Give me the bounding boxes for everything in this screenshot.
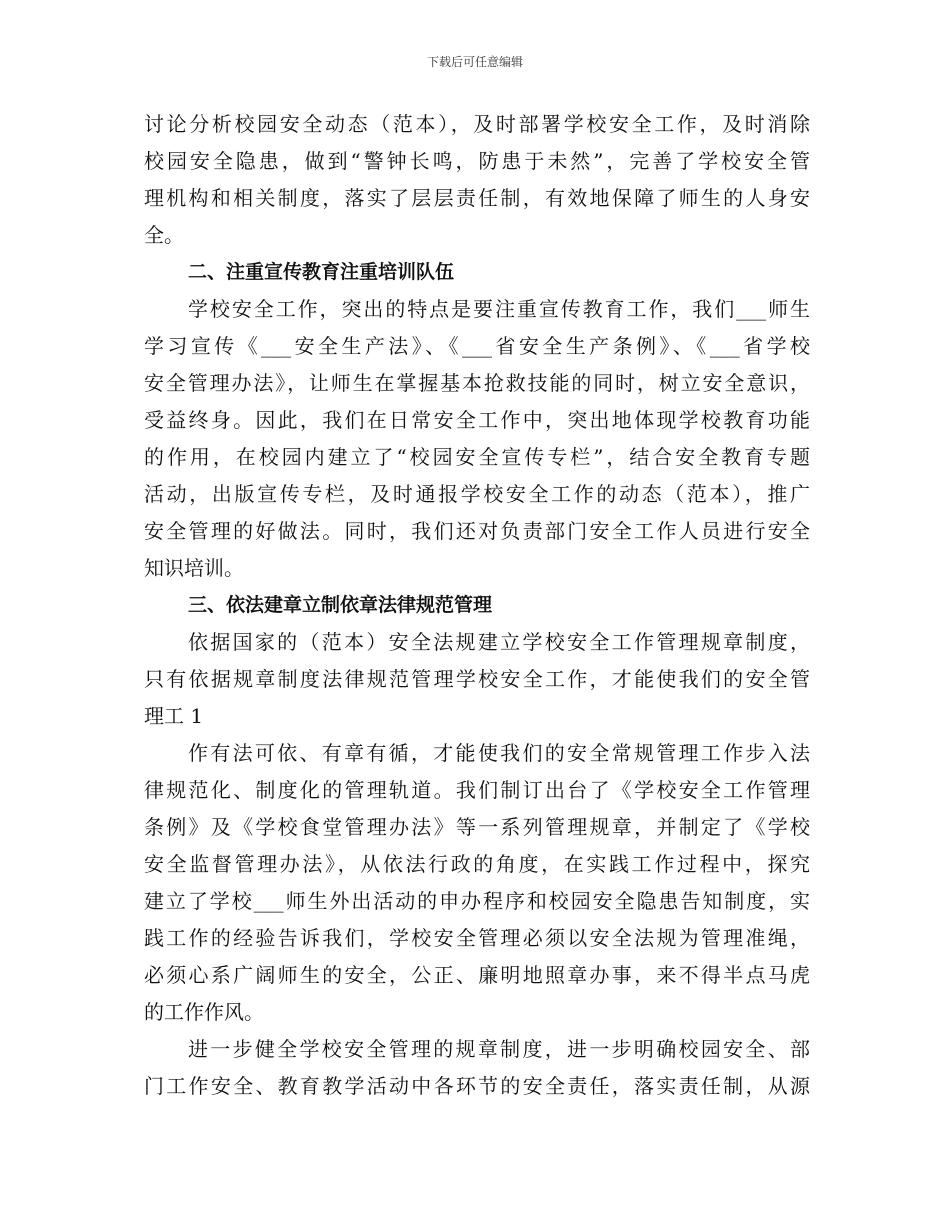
section-heading-3: 三、依法建章立制依章法律规范管理	[188, 594, 493, 616]
body-line: 校园安全隐患，做到“警钟长鸣，防患于未然”，完善了学校安全管	[144, 149, 810, 173]
body-line: 的作用，在校园内建立了“校园安全宣传专栏”，结合安全教育专题	[144, 445, 810, 469]
body-line: 安全管理的好做法。同时，我们还对负责部门安全工作人员进行安全	[144, 519, 810, 543]
body-line: 受益终身。因此，我们在日常安全工作中，突出地体现学校教育功能	[144, 408, 810, 432]
body-line: 只有依据规章制度法律规范管理学校安全工作，才能使我们的安全管	[144, 667, 810, 691]
body-line: 建立了学校___师生外出活动的申办程序和校园安全隐患告知制度，实	[144, 889, 810, 913]
body-line: 条例》及《学校食堂管理办法》等一系列管理规章，并制定了《学校	[144, 815, 810, 839]
body-line: 践工作的经验告诉我们，学校安全管理必须以安全法规为管理准绳，	[144, 926, 810, 950]
body-line: 门工作安全、教育教学活动中各环节的安全责任，落实责任制，从源	[144, 1074, 810, 1098]
body-line: 进一步健全学校安全管理的规章制度，进一步明确校园安全、部	[188, 1037, 810, 1061]
body-line: 安全管理办法》，让师生在掌握基本抢救技能的同时，树立安全意识，	[144, 371, 810, 395]
body-line: 理工 1	[144, 704, 204, 728]
body-line: 讨论分析校园安全动态（范本），及时部署学校安全工作，及时消除	[144, 112, 810, 136]
body-line: 全。	[144, 223, 184, 247]
body-line: 依据国家的（范本）安全法规建立学校安全工作管理规章制度，	[188, 630, 810, 654]
body-line: 知识培训。	[144, 556, 244, 580]
body-line: 学校安全工作，突出的特点是要注重宣传教育工作，我们___师生	[188, 297, 810, 321]
body-line: 律规范化、制度化的管理轨道。我们制订出台了《学校安全工作管理	[144, 778, 810, 802]
page-header-note: 下载后可任意编辑	[426, 55, 523, 69]
body-line: 安全监督管理办法》，从依法行政的角度，在实践工作过程中，探究	[144, 852, 810, 876]
body-line: 的工作作风。	[144, 1000, 264, 1024]
body-line: 学习宣传《___安全生产法》、《___省安全生产条例》、《___省学校	[144, 334, 810, 358]
body-line: 活动，出版宣传专栏，及时通报学校安全工作的动态（范本），推广	[144, 482, 810, 506]
body-line: 作有法可依、有章有循，才能使我们的安全常规管理工作步入法	[188, 741, 810, 765]
body-line: 理机构和相关制度，落实了层层责任制，有效地保障了师生的人身安	[144, 186, 810, 210]
document-body	[144, 106, 810, 1105]
section-heading-2: 二、注重宣传教育注重培训队伍	[188, 261, 455, 283]
body-line: 必须心系广阔师生的安全，公正、廉明地照章办事，来不得半点马虎	[144, 963, 810, 987]
